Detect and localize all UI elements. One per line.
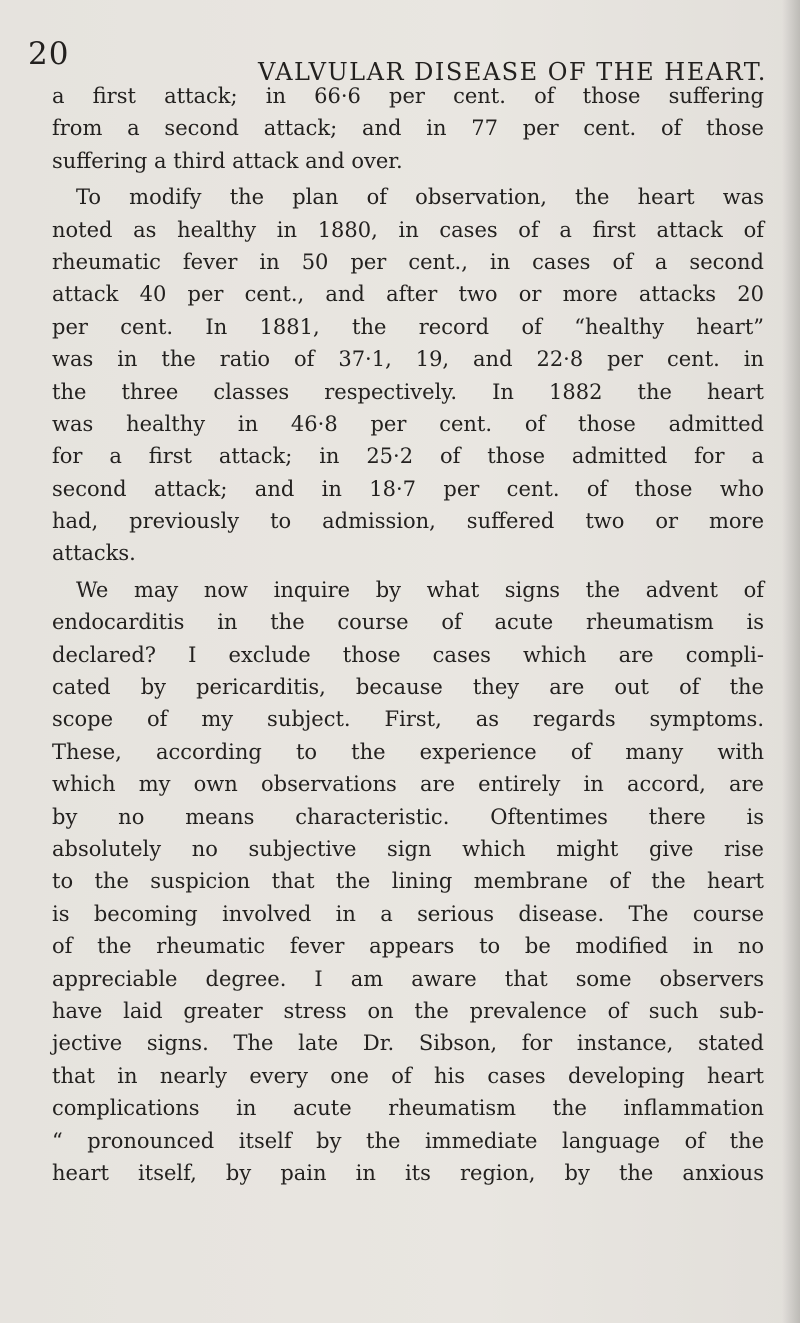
text-line: jective signs. The late Dr. Sibson, for instance, stated [52,1031,764,1056]
text-line: heart itself, by pain in its region, by the anxious [52,1160,764,1185]
text-line: scope of my subject. First, as regards symptoms. [52,707,764,732]
text-line: that in nearly every one of his cases developing heart [52,1063,764,1088]
text-line: cated by pericarditis, because they are out of the [52,675,764,700]
text-line: declared? I exclude those cases which are compli- [52,642,764,667]
text-line: We may now inquire by what signs the advent of [76,577,764,602]
text-line: These, according to the experience of many with [52,739,764,764]
text-line: from a second attack; and in 77 per cent. of those [52,116,764,141]
text-line: had, previously to admission, suffered two or more [52,509,764,534]
body-text [52,80,764,1189]
text-line: “ pronounced itself by the immediate language of the [52,1128,764,1153]
text-line: To modify the plan of observation, the heart was [76,185,764,210]
text-line: attack 40 per cent., and after two or more attacks 20 [52,282,764,307]
text-line: of the rheumatic fever appears to be modified in no [52,934,764,959]
running-title: VALVULAR DISEASE OF THE HEART. [258,58,767,86]
text-line: was in the ratio of 37·1, 19, and 22·8 per cent. in [52,347,764,372]
text-line: a first attack; in 66·6 per cent. of those suffering [52,84,764,108]
text-line: suffering a third attack and over. [52,148,403,173]
text-line: to the suspicion that the lining membrane of the heart [52,869,764,894]
text-line: appreciable degree. I am aware that some observers [52,966,764,991]
text-line: the three classes respectively. In 1882 the heart [52,379,764,404]
text-line: endocarditis in the course of acute rheumatism is [52,610,764,635]
text-line: by no means characteristic. Oftentimes there is [52,804,764,829]
text-line: rheumatic fever in 50 per cent., in cases of a second [52,249,764,274]
page-edge-shadow [782,0,800,1323]
text-line: have laid greater stress on the prevalence of such sub- [52,998,764,1023]
paragraph [52,80,764,177]
text-line: noted as healthy in 1880, in cases of a first attack of [52,217,764,242]
text-line: per cent. In 1881, the record of “healthy heart” [52,314,764,339]
text-line: second attack; and in 18·7 per cent. of those who [52,476,764,501]
text-line: which my own observations are entirely in accord, are [52,772,764,797]
text-line: was healthy in 46·8 per cent. of those admitted [52,411,764,436]
text-line: is becoming involved in a serious disease. The course [52,901,764,926]
page-number: 20 [28,36,70,72]
paragraph [52,181,764,570]
text-line: absolutely no subjective sign which might give rise [52,836,764,861]
text-line: attacks. [52,541,136,566]
text-line: for a first attack; in 25·2 of those admitted for a [52,444,764,469]
paragraph [52,574,764,1189]
text-line: complications in acute rheumatism the inflammation [52,1096,764,1121]
